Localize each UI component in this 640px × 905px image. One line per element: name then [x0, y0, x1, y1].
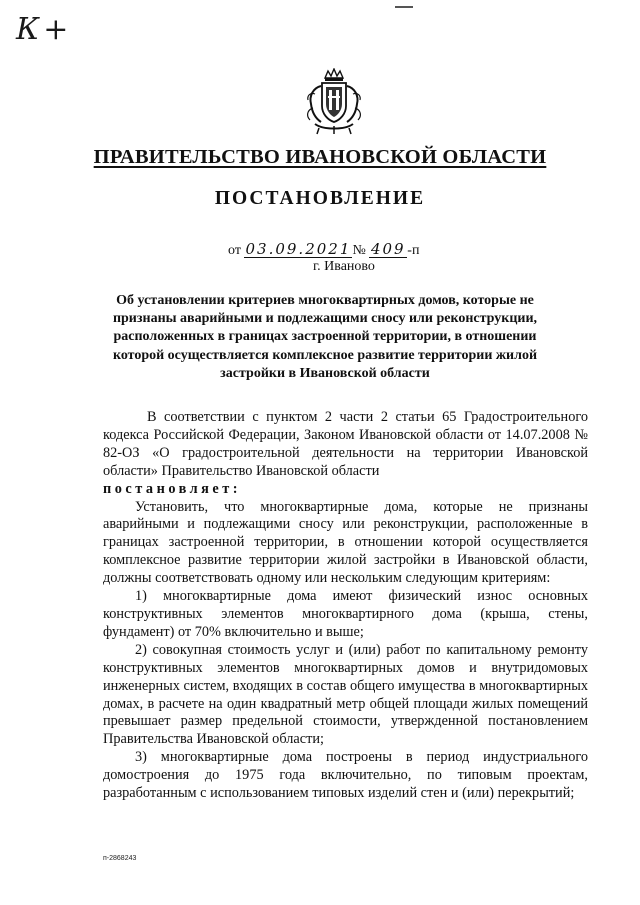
- document-subject: Об установлении критериев многоквартирных домов, которые не признаны аварийными и подлежащими сносу или реконструкции, расположенных в границах застроенной территории, в отношении которой осуществляется комплексное развитие территории жилой застройки в Ивановской области: [112, 293, 538, 381]
- handwritten-mark: К+: [16, 12, 73, 47]
- criterion-item-2: 2) совокупная стоимость услуг и (или) работ по капитальному ремонту конструктивных элементов многоквартирных домов и внутридомовых инженерных систем, входящих в состав общего имущества в многоквартирных домах, в расчете на один квадратный метр общей площади жилых помещений превышает размер предельной стоимости, утвержденной постановлением Правительства Ивановской области;: [103, 641, 588, 748]
- organization-title: [0, 146, 640, 169]
- document-code: п-2868243: [103, 855, 137, 862]
- scan-mark: [395, 6, 413, 8]
- date-number-line: [228, 241, 419, 259]
- coat-of-arms-icon: [301, 68, 367, 136]
- body-intro: [103, 409, 588, 499]
- criterion-item-1: 1) многоквартирные дома имеют физический износ основных конструктивных элементов многоквартирного дома (крыша, стены, фундамент) от 70% включительно и выше;: [103, 588, 588, 640]
- resolves-word: постановляет:: [103, 480, 242, 497]
- body-paragraph-1: Установить, что многоквартирные дома, которые не признаны аварийными и подлежащими сносу или реконструкции, расположенные в границах застроенной территории, в отношении которой осуществляется комплексное развитие территории жилой застройки в Ивановской области, должны соответствовать одному или нескольким следующим критериям:: [103, 498, 588, 587]
- number-suffix: -п: [407, 243, 420, 258]
- organization-title-text: ПРАВИТЕЛЬСТВО ИВАНОВСКОЙ ОБЛАСТИ: [93, 146, 547, 168]
- number-value: 409: [370, 240, 406, 258]
- date-value: 03.09.2021: [245, 240, 352, 258]
- number-sign: №: [352, 243, 366, 258]
- city: г. Иваново: [313, 259, 375, 274]
- date-prefix: от: [228, 243, 241, 258]
- document-type: ПОСТАНОВЛЕНИЕ: [214, 188, 426, 209]
- intro-text: В соответствии с пунктом 2 части 2 статьи 65 Градостроительного кодекса Российской Федерации, Законом Ивановской области от 14.07.2008 № 82-ОЗ «О градостроительной деятельности на территории Ивановской области» Правительство Ивановской области: [103, 409, 588, 479]
- criterion-item-3: 3) многоквартирные дома построены в период индустриального домостроения до 1975 года включительно, по типовым проектам, разработанным с использованием типовых изделий стен и (или) перекрытий;: [103, 749, 588, 802]
- document-body: [103, 409, 588, 803]
